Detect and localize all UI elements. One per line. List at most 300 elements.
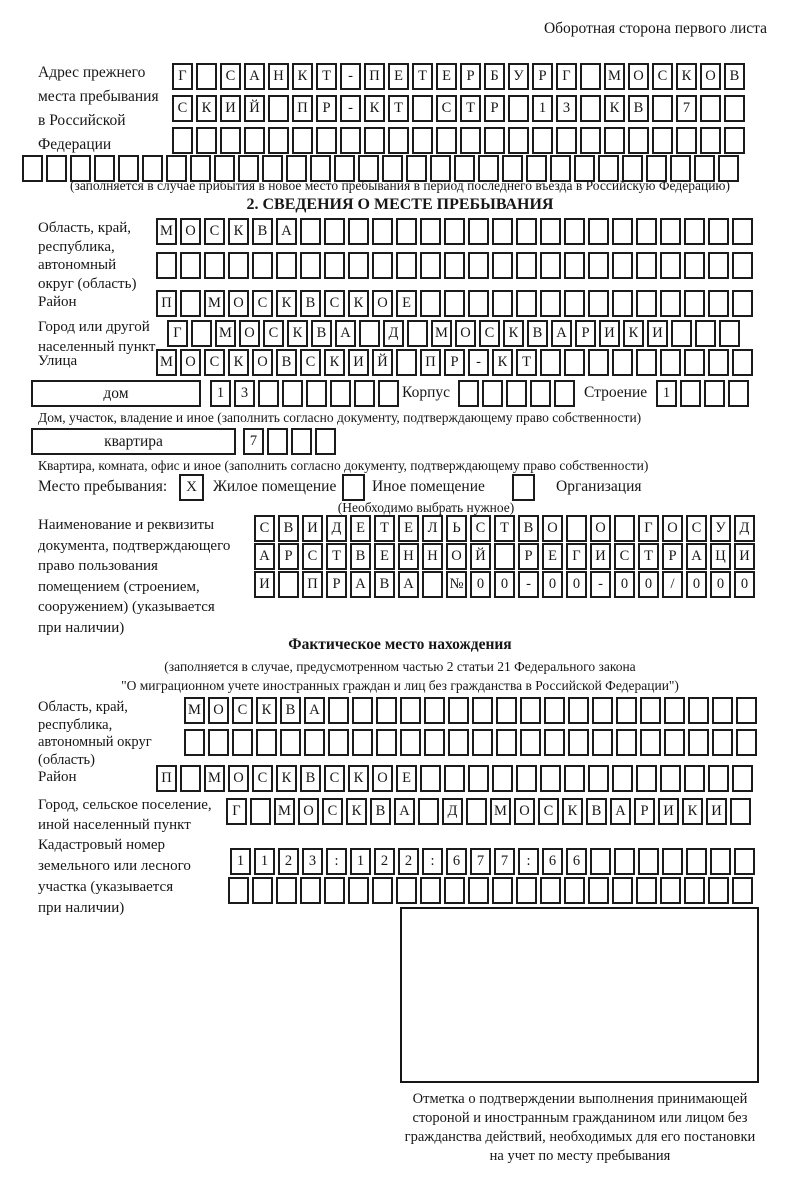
char-cell[interactable] xyxy=(324,218,345,245)
char-cell[interactable]: Е xyxy=(396,290,417,317)
char-cell[interactable]: К xyxy=(562,798,583,825)
char-cell[interactable] xyxy=(412,127,433,154)
char-cell[interactable]: Ц xyxy=(710,543,731,570)
char-cell[interactable] xyxy=(636,290,657,317)
char-cell[interactable] xyxy=(482,380,503,407)
char-cell[interactable] xyxy=(554,380,575,407)
char-cell[interactable]: К xyxy=(346,798,367,825)
char-cell[interactable]: К xyxy=(623,320,644,347)
char-cell[interactable]: В xyxy=(300,290,321,317)
char-cell[interactable] xyxy=(396,252,417,279)
char-cell[interactable]: С xyxy=(652,63,673,90)
char-cell[interactable] xyxy=(250,798,271,825)
char-cell[interactable] xyxy=(728,380,749,407)
char-cell[interactable]: Н xyxy=(422,543,443,570)
char-cell[interactable] xyxy=(444,218,465,245)
char-cell[interactable]: Т xyxy=(326,543,347,570)
char-cell[interactable]: С xyxy=(322,798,343,825)
char-cell[interactable] xyxy=(695,320,716,347)
char-cell[interactable]: С xyxy=(300,349,321,376)
char-cell[interactable] xyxy=(506,380,527,407)
char-cell[interactable] xyxy=(564,252,585,279)
char-cell[interactable]: Р xyxy=(460,63,481,90)
char-cell[interactable] xyxy=(458,380,479,407)
char-cell[interactable]: Г xyxy=(638,515,659,542)
char-cell[interactable] xyxy=(492,290,513,317)
char-cell[interactable]: - xyxy=(590,571,611,598)
char-cell[interactable] xyxy=(340,127,361,154)
char-cell[interactable]: К xyxy=(676,63,697,90)
char-cell[interactable] xyxy=(708,765,729,792)
char-cell[interactable] xyxy=(688,697,709,724)
char-cell[interactable] xyxy=(418,798,439,825)
char-cell[interactable] xyxy=(700,95,721,122)
char-cell[interactable] xyxy=(708,349,729,376)
char-cell[interactable]: К xyxy=(196,95,217,122)
char-cell[interactable] xyxy=(191,320,212,347)
char-cell[interactable]: Р xyxy=(575,320,596,347)
char-cell[interactable]: С xyxy=(479,320,500,347)
char-cell[interactable]: Е xyxy=(436,63,457,90)
char-cell[interactable]: Л xyxy=(422,515,443,542)
char-cell[interactable] xyxy=(291,428,312,455)
char-cell[interactable] xyxy=(588,218,609,245)
char-cell[interactable] xyxy=(564,290,585,317)
char-cell[interactable] xyxy=(628,127,649,154)
char-cell[interactable] xyxy=(612,765,633,792)
char-cell[interactable] xyxy=(660,218,681,245)
char-cell[interactable] xyxy=(436,127,457,154)
char-cell[interactable]: С xyxy=(470,515,491,542)
char-cell[interactable]: К xyxy=(682,798,703,825)
char-cell[interactable]: М xyxy=(156,349,177,376)
char-cell[interactable] xyxy=(232,729,253,756)
char-cell[interactable] xyxy=(708,877,729,904)
char-cell[interactable]: А xyxy=(244,63,265,90)
char-cell[interactable]: С xyxy=(172,95,193,122)
char-cell[interactable] xyxy=(592,697,613,724)
char-cell[interactable]: Т xyxy=(494,515,515,542)
char-cell[interactable] xyxy=(267,428,288,455)
char-cell[interactable] xyxy=(544,729,565,756)
char-cell[interactable] xyxy=(424,697,445,724)
char-cell[interactable] xyxy=(424,729,445,756)
char-cell[interactable]: 1 xyxy=(656,380,677,407)
char-cell[interactable]: Т xyxy=(412,63,433,90)
char-cell[interactable] xyxy=(638,848,659,875)
char-cell[interactable]: В xyxy=(311,320,332,347)
char-cell[interactable] xyxy=(472,729,493,756)
char-cell[interactable] xyxy=(268,95,289,122)
char-cell[interactable]: И xyxy=(706,798,727,825)
char-cell[interactable] xyxy=(612,252,633,279)
char-cell[interactable]: И xyxy=(348,349,369,376)
char-cell[interactable] xyxy=(544,697,565,724)
char-cell[interactable]: В xyxy=(370,798,391,825)
char-cell[interactable]: М xyxy=(490,798,511,825)
char-cell[interactable]: В xyxy=(527,320,548,347)
char-cell[interactable]: М xyxy=(274,798,295,825)
char-cell[interactable] xyxy=(660,877,681,904)
char-cell[interactable] xyxy=(636,765,657,792)
char-cell[interactable]: - xyxy=(340,95,361,122)
char-cell[interactable]: Р xyxy=(518,543,539,570)
char-cell[interactable] xyxy=(556,127,577,154)
char-cell[interactable]: М xyxy=(215,320,236,347)
char-cell[interactable] xyxy=(420,218,441,245)
char-cell[interactable] xyxy=(724,127,745,154)
char-cell[interactable]: А xyxy=(304,697,325,724)
char-cell[interactable]: 6 xyxy=(566,848,587,875)
char-cell[interactable]: С xyxy=(204,349,225,376)
char-cell[interactable] xyxy=(710,848,731,875)
char-cell[interactable] xyxy=(420,290,441,317)
char-cell[interactable] xyxy=(348,877,369,904)
char-cell[interactable] xyxy=(684,877,705,904)
char-cell[interactable] xyxy=(400,729,421,756)
char-cell[interactable] xyxy=(686,848,707,875)
char-cell[interactable] xyxy=(732,252,753,279)
char-cell[interactable]: В xyxy=(518,515,539,542)
char-cell[interactable] xyxy=(540,218,561,245)
char-cell[interactable]: 2 xyxy=(374,848,395,875)
char-cell[interactable] xyxy=(472,697,493,724)
char-cell[interactable] xyxy=(664,697,685,724)
char-cell[interactable]: В xyxy=(374,571,395,598)
char-cell[interactable] xyxy=(516,765,537,792)
char-cell[interactable]: С xyxy=(302,543,323,570)
char-cell[interactable] xyxy=(492,252,513,279)
char-cell[interactable] xyxy=(348,252,369,279)
char-cell[interactable]: № xyxy=(446,571,467,598)
char-cell[interactable] xyxy=(540,349,561,376)
char-cell[interactable]: П xyxy=(156,765,177,792)
char-cell[interactable] xyxy=(612,877,633,904)
char-cell[interactable] xyxy=(292,127,313,154)
char-cell[interactable] xyxy=(444,252,465,279)
char-cell[interactable]: К xyxy=(256,697,277,724)
char-cell[interactable]: В xyxy=(252,218,273,245)
char-cell[interactable]: П xyxy=(420,349,441,376)
char-cell[interactable] xyxy=(732,290,753,317)
char-cell[interactable] xyxy=(300,877,321,904)
char-cell[interactable]: И xyxy=(647,320,668,347)
char-cell[interactable] xyxy=(420,877,441,904)
char-cell[interactable]: Е xyxy=(388,63,409,90)
char-cell[interactable]: Р xyxy=(326,571,347,598)
char-cell[interactable]: 0 xyxy=(686,571,707,598)
char-cell[interactable]: И xyxy=(302,515,323,542)
char-cell[interactable] xyxy=(564,349,585,376)
char-cell[interactable] xyxy=(468,218,489,245)
char-cell[interactable] xyxy=(282,380,303,407)
char-cell[interactable] xyxy=(315,428,336,455)
char-cell[interactable]: К xyxy=(276,765,297,792)
char-cell[interactable] xyxy=(636,252,657,279)
char-cell[interactable]: В xyxy=(280,697,301,724)
char-cell[interactable]: Р xyxy=(316,95,337,122)
char-cell[interactable] xyxy=(640,729,661,756)
char-cell[interactable]: : xyxy=(326,848,347,875)
char-cell[interactable] xyxy=(708,218,729,245)
char-cell[interactable] xyxy=(407,320,428,347)
char-cell[interactable] xyxy=(684,290,705,317)
char-cell[interactable]: С xyxy=(252,290,273,317)
char-cell[interactable]: С xyxy=(232,697,253,724)
char-cell[interactable]: Д xyxy=(734,515,755,542)
char-cell[interactable] xyxy=(330,380,351,407)
char-cell[interactable]: О xyxy=(372,290,393,317)
char-cell[interactable] xyxy=(532,127,553,154)
char-cell[interactable] xyxy=(684,765,705,792)
char-cell[interactable]: В xyxy=(628,95,649,122)
char-cell[interactable]: П xyxy=(302,571,323,598)
char-cell[interactable] xyxy=(444,765,465,792)
char-cell[interactable] xyxy=(568,729,589,756)
checkbox-zhiloe[interactable]: X xyxy=(179,474,204,501)
char-cell[interactable] xyxy=(228,252,249,279)
char-cell[interactable]: Т xyxy=(316,63,337,90)
char-cell[interactable]: О xyxy=(372,765,393,792)
char-cell[interactable]: Г xyxy=(556,63,577,90)
char-cell[interactable]: 0 xyxy=(566,571,587,598)
char-cell[interactable] xyxy=(468,252,489,279)
char-cell[interactable] xyxy=(420,252,441,279)
char-cell[interactable] xyxy=(516,290,537,317)
char-cell[interactable]: 3 xyxy=(234,380,255,407)
char-cell[interactable] xyxy=(732,349,753,376)
char-cell[interactable] xyxy=(540,877,561,904)
char-cell[interactable]: К xyxy=(292,63,313,90)
char-cell[interactable] xyxy=(614,515,635,542)
char-cell[interactable] xyxy=(516,877,537,904)
char-cell[interactable] xyxy=(588,349,609,376)
char-cell[interactable] xyxy=(688,729,709,756)
char-cell[interactable] xyxy=(444,877,465,904)
char-cell[interactable] xyxy=(492,877,513,904)
char-cell[interactable] xyxy=(258,380,279,407)
char-cell[interactable]: Й xyxy=(244,95,265,122)
char-cell[interactable]: О xyxy=(252,349,273,376)
char-cell[interactable] xyxy=(708,252,729,279)
char-cell[interactable]: М xyxy=(431,320,452,347)
char-cell[interactable] xyxy=(304,729,325,756)
char-cell[interactable]: - xyxy=(518,571,539,598)
char-cell[interactable] xyxy=(660,765,681,792)
char-cell[interactable]: 7 xyxy=(676,95,697,122)
char-cell[interactable] xyxy=(660,349,681,376)
checkbox-inoe[interactable] xyxy=(342,474,365,501)
char-cell[interactable] xyxy=(530,380,551,407)
char-cell[interactable]: Т xyxy=(374,515,395,542)
char-cell[interactable] xyxy=(376,729,397,756)
char-cell[interactable] xyxy=(468,290,489,317)
char-cell[interactable] xyxy=(660,290,681,317)
char-cell[interactable] xyxy=(484,127,505,154)
char-cell[interactable] xyxy=(612,290,633,317)
char-cell[interactable]: Р xyxy=(278,543,299,570)
char-cell[interactable] xyxy=(636,349,657,376)
char-cell[interactable] xyxy=(636,877,657,904)
char-cell[interactable]: 7 xyxy=(243,428,264,455)
char-cell[interactable]: С xyxy=(263,320,284,347)
char-cell[interactable] xyxy=(180,252,201,279)
char-cell[interactable]: В xyxy=(278,515,299,542)
char-cell[interactable] xyxy=(508,95,529,122)
char-cell[interactable]: 1 xyxy=(532,95,553,122)
char-cell[interactable]: И xyxy=(734,543,755,570)
char-cell[interactable]: М xyxy=(604,63,625,90)
char-cell[interactable] xyxy=(196,63,217,90)
char-cell[interactable] xyxy=(652,95,673,122)
char-cell[interactable]: Г xyxy=(566,543,587,570)
char-cell[interactable] xyxy=(156,252,177,279)
char-cell[interactable] xyxy=(580,127,601,154)
char-cell[interactable]: Т xyxy=(460,95,481,122)
char-cell[interactable]: В xyxy=(300,765,321,792)
char-cell[interactable] xyxy=(704,380,725,407)
char-cell[interactable]: 0 xyxy=(614,571,635,598)
char-cell[interactable]: О xyxy=(180,218,201,245)
char-cell[interactable]: А xyxy=(254,543,275,570)
char-cell[interactable]: С xyxy=(220,63,241,90)
checkbox-organizatsiya[interactable] xyxy=(512,474,535,501)
char-cell[interactable] xyxy=(492,765,513,792)
char-cell[interactable]: С xyxy=(252,765,273,792)
char-cell[interactable] xyxy=(348,218,369,245)
char-cell[interactable] xyxy=(680,380,701,407)
char-cell[interactable]: 7 xyxy=(470,848,491,875)
char-cell[interactable] xyxy=(700,127,721,154)
char-cell[interactable] xyxy=(468,765,489,792)
char-cell[interactable] xyxy=(734,848,755,875)
char-cell[interactable] xyxy=(588,290,609,317)
char-cell[interactable]: А xyxy=(686,543,707,570)
char-cell[interactable] xyxy=(466,798,487,825)
char-cell[interactable] xyxy=(540,765,561,792)
char-cell[interactable] xyxy=(676,127,697,154)
char-cell[interactable] xyxy=(300,252,321,279)
char-cell[interactable]: К xyxy=(348,290,369,317)
char-cell[interactable]: О xyxy=(298,798,319,825)
char-cell[interactable]: О xyxy=(542,515,563,542)
char-cell[interactable]: К xyxy=(287,320,308,347)
char-cell[interactable]: С xyxy=(436,95,457,122)
char-cell[interactable]: О xyxy=(180,349,201,376)
char-cell[interactable] xyxy=(662,848,683,875)
char-cell[interactable] xyxy=(352,729,373,756)
char-cell[interactable] xyxy=(256,729,277,756)
char-cell[interactable] xyxy=(468,877,489,904)
char-cell[interactable]: 2 xyxy=(278,848,299,875)
char-cell[interactable] xyxy=(359,320,380,347)
char-cell[interactable]: К xyxy=(228,218,249,245)
char-cell[interactable]: 0 xyxy=(638,571,659,598)
char-cell[interactable] xyxy=(612,218,633,245)
char-cell[interactable]: М xyxy=(204,765,225,792)
char-cell[interactable]: Е xyxy=(350,515,371,542)
char-cell[interactable] xyxy=(590,848,611,875)
char-cell[interactable] xyxy=(580,63,601,90)
char-cell[interactable]: С xyxy=(686,515,707,542)
char-cell[interactable] xyxy=(540,252,561,279)
char-cell[interactable] xyxy=(614,848,635,875)
char-cell[interactable] xyxy=(664,729,685,756)
char-cell[interactable]: В xyxy=(724,63,745,90)
char-cell[interactable]: Г xyxy=(226,798,247,825)
char-cell[interactable]: Д xyxy=(383,320,404,347)
char-cell[interactable] xyxy=(732,218,753,245)
char-cell[interactable] xyxy=(496,729,517,756)
char-cell[interactable] xyxy=(604,127,625,154)
char-cell[interactable]: С xyxy=(254,515,275,542)
char-cell[interactable]: 1 xyxy=(350,848,371,875)
char-cell[interactable]: О xyxy=(239,320,260,347)
char-cell[interactable] xyxy=(640,697,661,724)
char-cell[interactable] xyxy=(540,290,561,317)
char-cell[interactable]: Е xyxy=(374,543,395,570)
char-cell[interactable] xyxy=(396,218,417,245)
char-cell[interactable] xyxy=(244,127,265,154)
char-cell[interactable] xyxy=(580,95,601,122)
char-cell[interactable]: 2 xyxy=(398,848,419,875)
char-cell[interactable] xyxy=(712,697,733,724)
char-cell[interactable]: Д xyxy=(442,798,463,825)
char-cell[interactable]: К xyxy=(604,95,625,122)
char-cell[interactable]: Р xyxy=(532,63,553,90)
char-cell[interactable] xyxy=(180,765,201,792)
char-cell[interactable] xyxy=(268,127,289,154)
char-cell[interactable] xyxy=(592,729,613,756)
char-cell[interactable] xyxy=(276,252,297,279)
char-cell[interactable] xyxy=(180,290,201,317)
char-cell[interactable]: 1 xyxy=(254,848,275,875)
char-cell[interactable]: О xyxy=(446,543,467,570)
char-cell[interactable]: Г xyxy=(172,63,193,90)
char-cell[interactable] xyxy=(732,877,753,904)
char-cell[interactable] xyxy=(660,252,681,279)
char-cell[interactable]: М xyxy=(184,697,205,724)
char-cell[interactable] xyxy=(324,877,345,904)
char-cell[interactable] xyxy=(736,729,757,756)
char-cell[interactable] xyxy=(412,95,433,122)
char-cell[interactable]: В xyxy=(350,543,371,570)
char-cell[interactable]: А xyxy=(610,798,631,825)
char-cell[interactable]: Д xyxy=(326,515,347,542)
char-cell[interactable]: И xyxy=(658,798,679,825)
char-cell[interactable]: Й xyxy=(372,349,393,376)
char-cell[interactable] xyxy=(328,697,349,724)
char-cell[interactable]: Р xyxy=(634,798,655,825)
char-cell[interactable]: У xyxy=(710,515,731,542)
char-cell[interactable] xyxy=(520,697,541,724)
char-cell[interactable] xyxy=(652,127,673,154)
char-cell[interactable]: - xyxy=(468,349,489,376)
char-cell[interactable]: П xyxy=(364,63,385,90)
char-cell[interactable]: М xyxy=(204,290,225,317)
char-cell[interactable] xyxy=(724,95,745,122)
char-cell[interactable]: Б xyxy=(484,63,505,90)
char-cell[interactable] xyxy=(352,697,373,724)
char-cell[interactable]: К xyxy=(503,320,524,347)
char-cell[interactable]: - xyxy=(340,63,361,90)
char-cell[interactable] xyxy=(616,729,637,756)
char-cell[interactable]: И xyxy=(590,543,611,570)
char-cell[interactable]: Р xyxy=(444,349,465,376)
char-cell[interactable] xyxy=(732,765,753,792)
char-cell[interactable]: 0 xyxy=(470,571,491,598)
char-cell[interactable] xyxy=(372,252,393,279)
